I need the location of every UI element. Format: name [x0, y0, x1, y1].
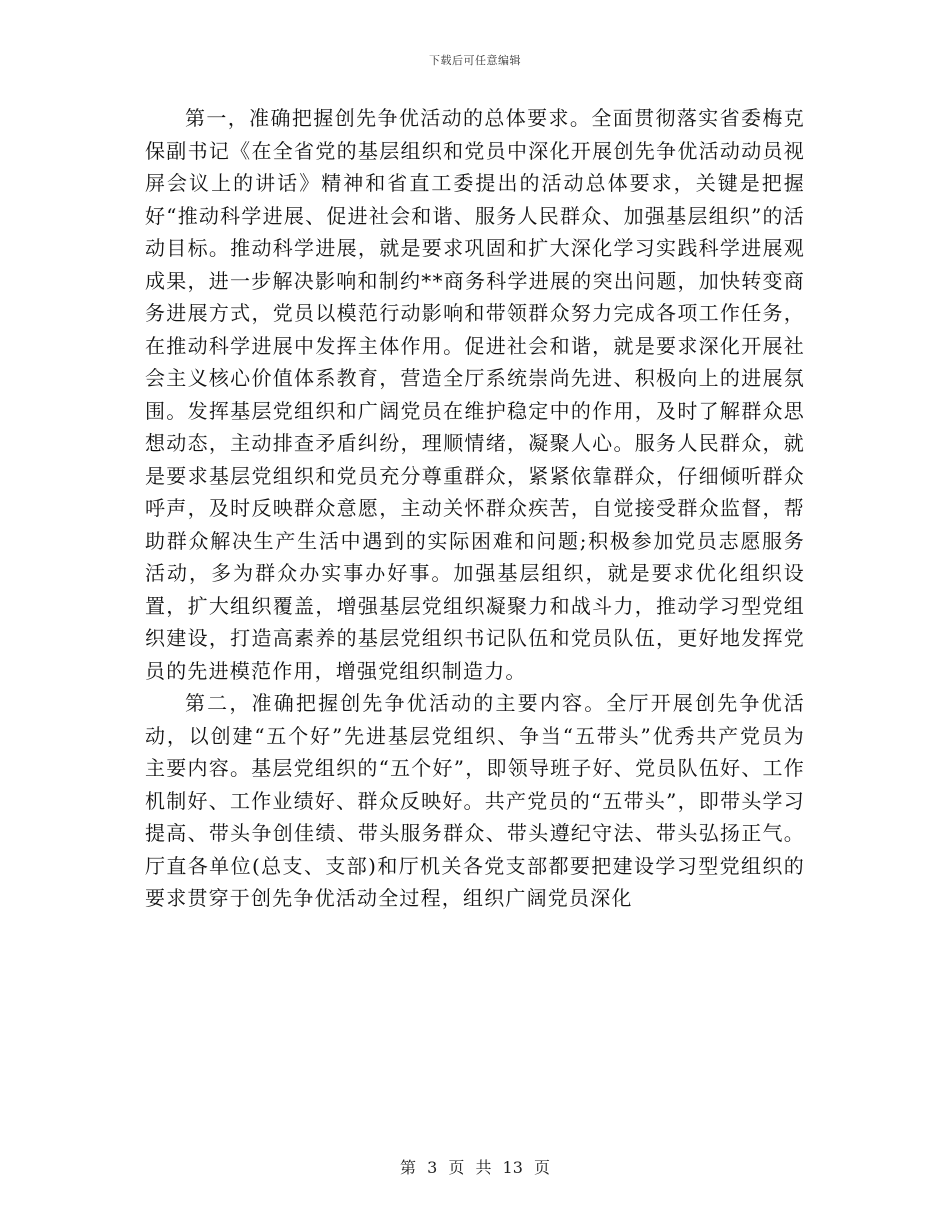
document-body — [145, 102, 805, 915]
page-header: 下载后可任意编辑 — [429, 54, 521, 67]
paragraph-1: 第一，准确把握创先争优活动的总体要求。全面贯彻落实省委梅克保副书记《在全省党的基层组织和党员中深化开展创先争优活动动员视屏会议上的讲话》精神和省直工委提出的活动总体要求，关键是把握好“推动科学进展、促进社会和谐、服务人民群众、加强基层组织”的活动目标。推动科学进展，就是要求巩固和扩大深化学习实践科学进展观成果，进一步解决影响和制约**商务科学进展的突出问题，加快转变商务进展方式，党员以模范行动影响和带领群众努力完成各项工作任务，在推动科学进展中发挥主体作用。促进社会和谐，就是要求深化开展社会主义核心价值体系教育，营造全厅系统崇尚先进、积极向上的进展氛围。发挥基层党组织和广阔党员在维护稳定中的作用，及时了解群众思想动态，主动排查矛盾纠纷，理顺情绪，凝聚人心。服务人民群众，就是要求基层党组织和党员充分尊重群众，紧紧依靠群众，仔细倾听群众呼声，及时反映群众意愿，主动关怀群众疾苦，自觉接受群众监督，帮助群众解决生产生活中遇到的实际困难和问题;积极参加党员志愿服务活动，多为群众办实事办好事。加强基层组织，就是要求优化组织设置，扩大组织覆盖，增强基层党组织凝聚力和战斗力，推动学习型党组织建设，打造高素养的基层党组织书记队伍和党员队伍，更好地发挥党员的先进模范作用，增强党组织制造力。 — [145, 106, 805, 683]
paragraph-2: 第二，准确把握创先争优活动的主要内容。全厅开展创先争优活动，以创建“五个好”先进基层党组织、争当“五带头”优秀共产党员为主要内容。基层党组织的“五个好”，即领导班子好、党员队伍好、工作机制好、工作业绩好、群众反映好。共产党员的“五带头”，即带头学习提高、带头争创佳绩、带头服务群众、带头遵纪守法、带头弘扬正气。厅直各单位(总支、支部)和厅机关各党支部都要把建设学习型党组织的要求贯穿于创先争优活动全过程，组织广阔党员深化 — [145, 691, 805, 910]
page-number-footer: 第 3 页 共 13 页 — [400, 1158, 550, 1177]
